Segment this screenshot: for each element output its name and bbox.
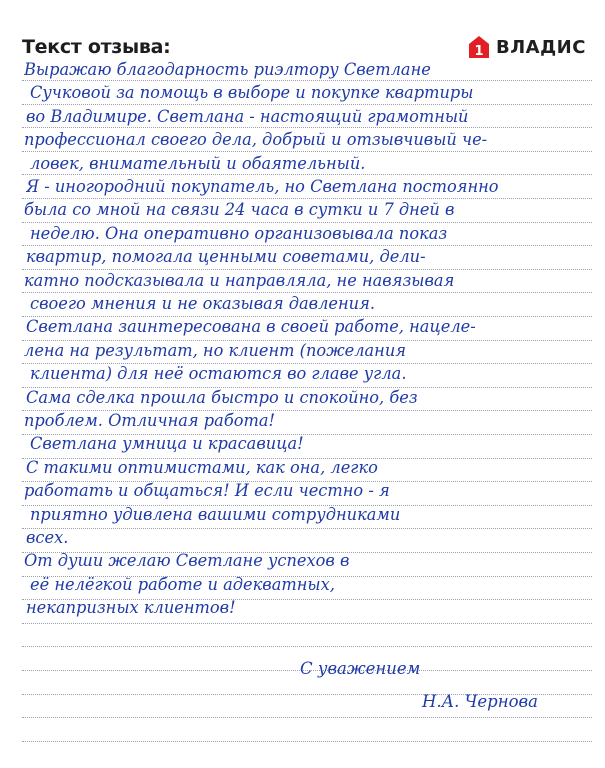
- review-sheet: [22, 62, 592, 762]
- review-line: проблем. Отличная работа!: [24, 411, 276, 430]
- review-line: лена на результат, но клиент (пожелания: [24, 340, 407, 360]
- review-line: Светлана заинтересована в своей работе, нацеле-: [26, 317, 476, 337]
- review-line: С такими оптимистами, как она, легко: [26, 457, 378, 477]
- signature: Н.А. Чернова: [422, 692, 538, 711]
- header: [0, 0, 605, 62]
- review-line: работать и общаться! И если честно - я: [24, 481, 390, 501]
- review-line: профессионал своего дела, добрый и отзывчивый че-: [24, 130, 488, 150]
- review-line: своего мнения и не оказывая давления.: [30, 294, 375, 313]
- ruled-line: [22, 717, 592, 718]
- review-line: всех.: [26, 528, 69, 547]
- review-line: во Владимире. Светлана - настоящий грамотный: [26, 106, 469, 126]
- review-line: клиента) для неё остаются во главе угла.: [30, 364, 407, 384]
- closing-text: С уважением: [300, 659, 421, 678]
- review-line: квартир, помогала ценными советами, дели-: [26, 247, 426, 267]
- review-line: Выражаю благодарность риэлтору Светлане: [24, 60, 431, 79]
- review-line: приятно удивлена вашими сотрудниками: [30, 504, 401, 524]
- review-line: её нелёгкой работе и адекватных,: [30, 574, 335, 594]
- review-line: была со мной на связи 24 часа в сутки и 7 дней в: [24, 200, 455, 220]
- review-line: От души желаю Светлане успехов в: [24, 551, 350, 571]
- review-line: Я - иногородний покупатель, но Светлана постоянно: [26, 177, 499, 196]
- house-icon: [468, 35, 490, 59]
- review-line: некапризных клиентов!: [26, 598, 236, 618]
- svg-text:1: 1: [474, 44, 484, 59]
- review-line: Сучковой за помощь в выборе и покупке квартиры: [30, 83, 474, 103]
- review-line: неделю. Она оперативно организовывала показ: [30, 223, 448, 243]
- brand-name: ВЛАДИС: [496, 36, 586, 58]
- ruled-line: [22, 741, 592, 742]
- ruled-line: [22, 646, 592, 647]
- review-line: катно подсказывала и направляла, не навязывая: [24, 270, 455, 290]
- review-line: Светлана умница и красавица!: [30, 434, 304, 454]
- review-line: ловек, внимательный и обаятельный.: [30, 153, 366, 173]
- ruled-line: [22, 623, 592, 624]
- review-line: Сама сделка прошла быстро и спокойно, без: [26, 387, 418, 407]
- page-title: Текст отзыва:: [22, 36, 171, 58]
